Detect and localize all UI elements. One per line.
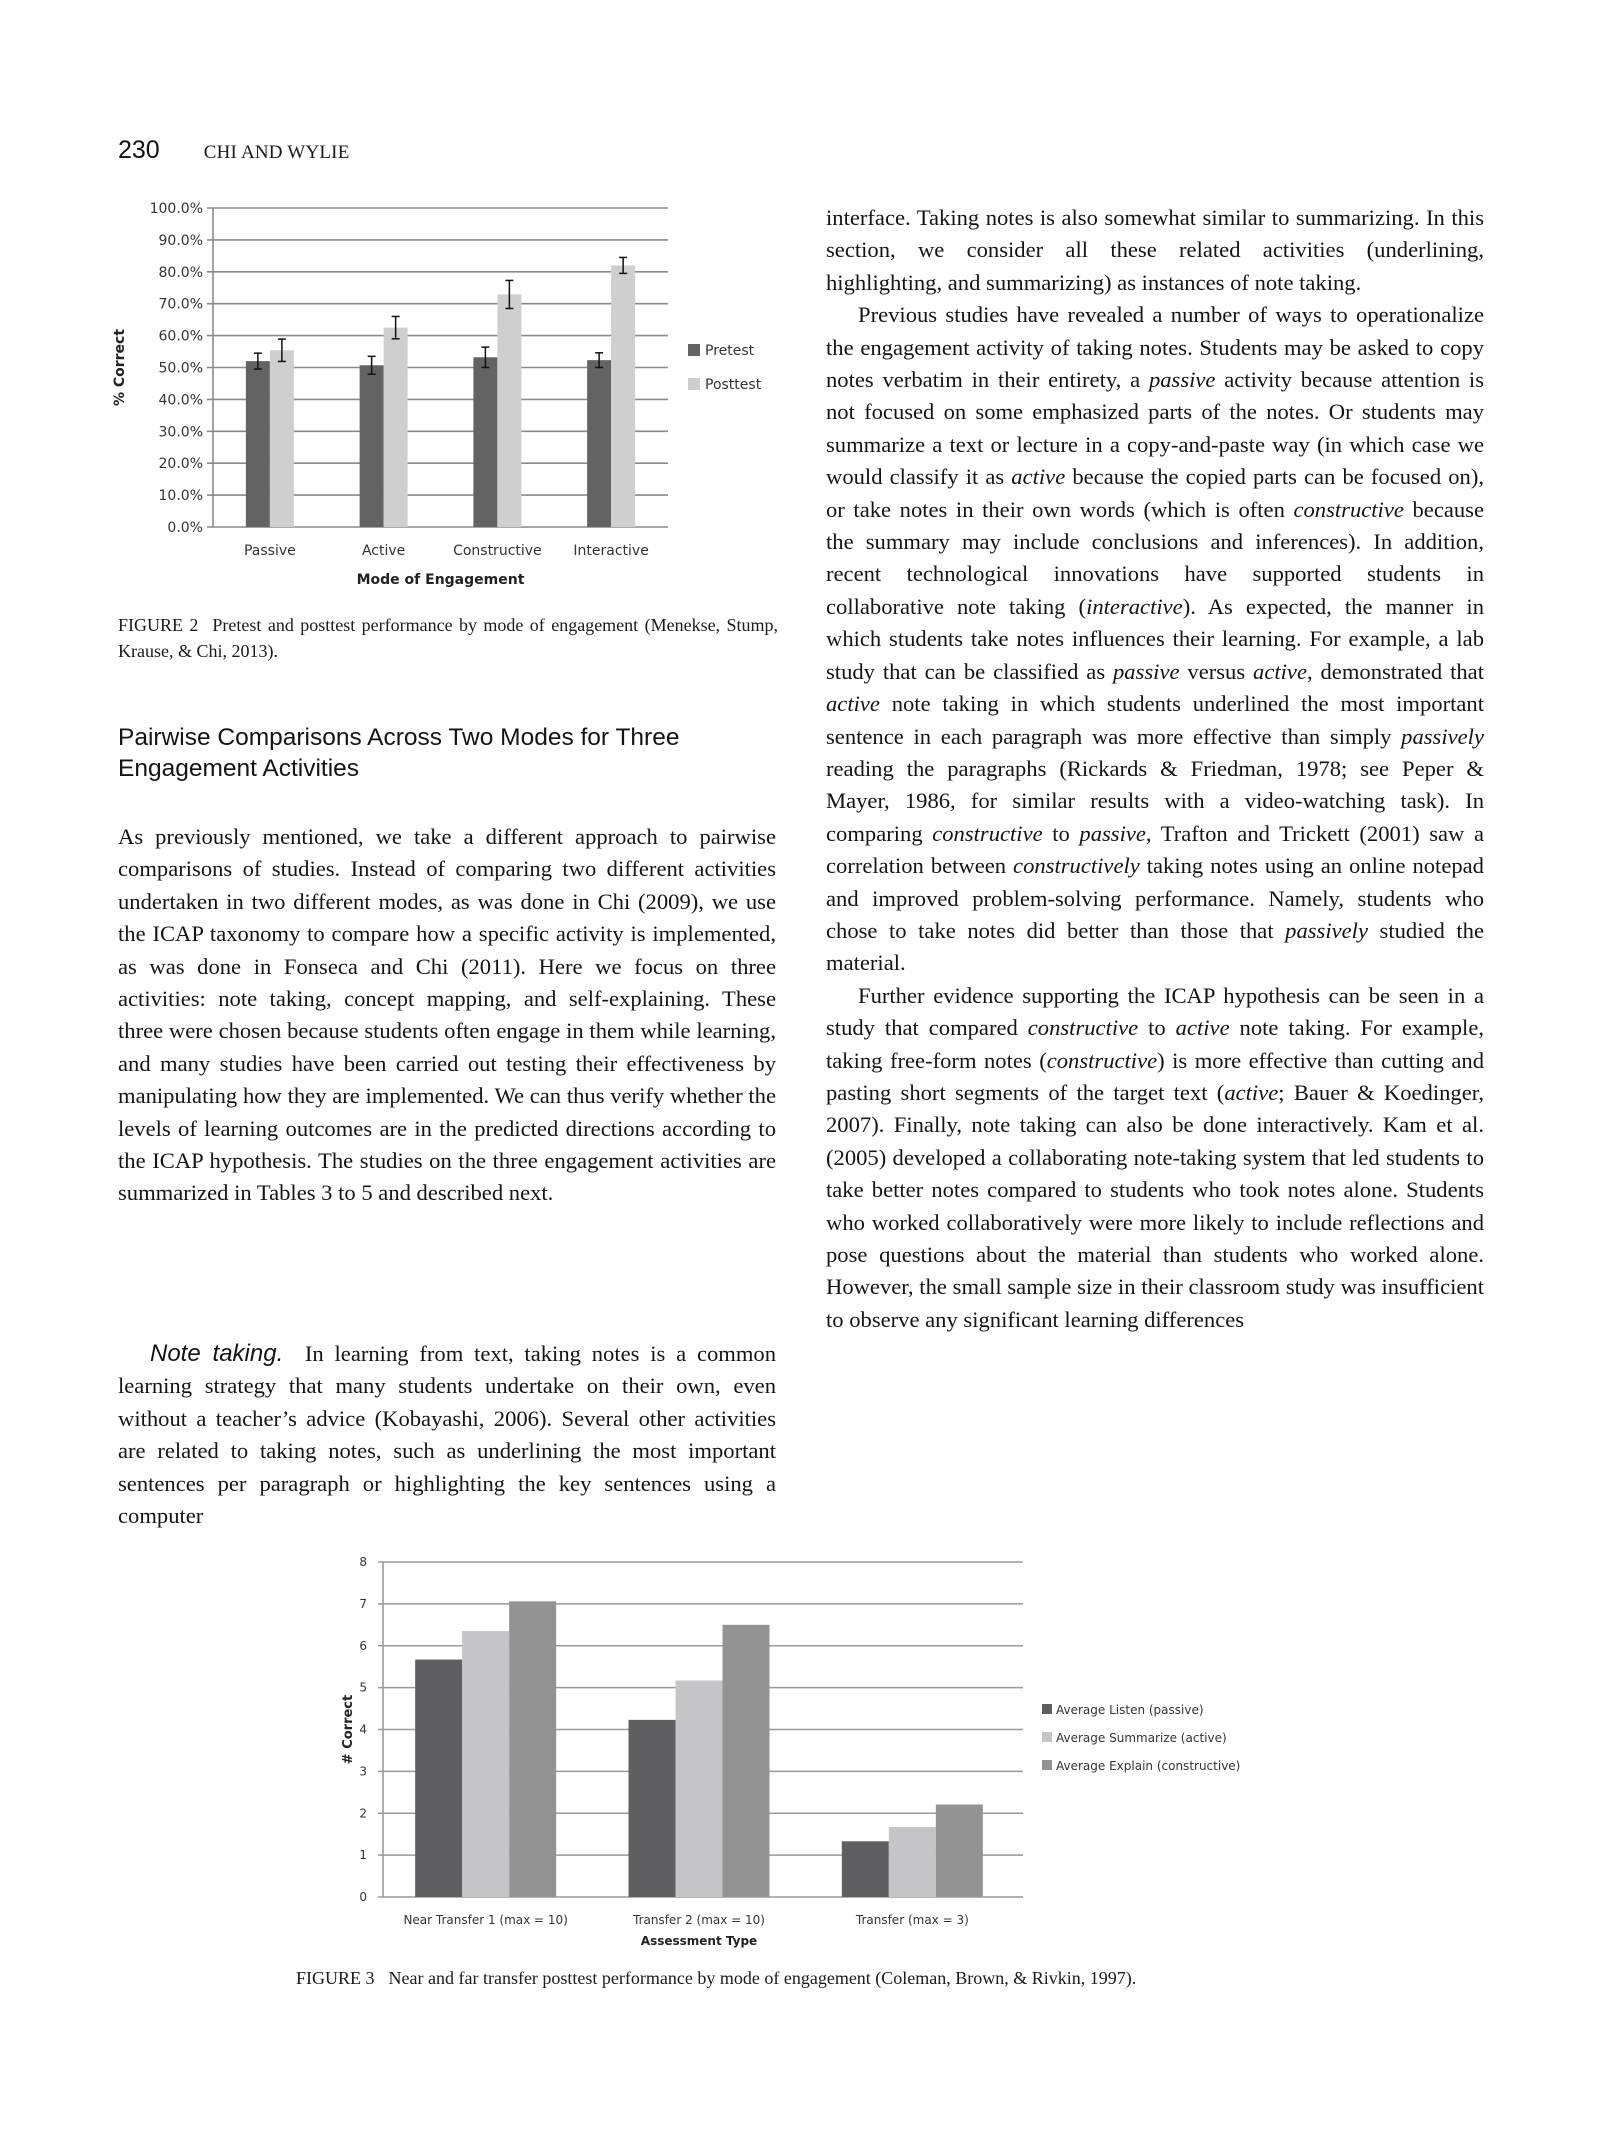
emphasized-term: active [1224,1079,1279,1105]
text-run: ). As expected, the manner in which students take notes influences their learning. For example, a lab study that can be classified as [826,593,1484,684]
legend-label: Average Summarize (active) [1056,1731,1227,1745]
y-tick-label: 60.0% [158,328,203,345]
y-tick-label: 1 [359,1848,367,1863]
y-tick-label: 40.0% [158,392,203,409]
intro-paragraph: As previously mentioned, we take a different approach to pairwise comparisons of studies. Instead of comparing two different activities undertaken in two different modes, as was done in Chi (2009), we use the ICAP taxonomy to compare how a specific activity is implemented, as was done in Fonseca and Chi (2011). Here we focus on three activities: note taking, concept mapping, and self-explaining. These three were chosen because students often engage in them while learning, and many studies have been carried out testing their effectiveness by manipulating how they are implemented. We can thus verify whether the levels of learning outcomes are in the predicted directions according to the ICAP hypothesis. The studies on the three engagement activities are summarized in Tables 3 to 5 and described next. [118,824,776,1206]
bar-series-1 [462,1631,509,1897]
y-tick-label: 10.0% [158,488,203,505]
note-taking-run-in-heading: Note taking. [150,1340,284,1367]
text-run: ; Bauer & Koedinger, 2007). Finally, note taking can also be done interactively. Kam et al. (2005) developed a collaborating note-taking system that led students to take better notes compared to students who took notes alone. Students who worked collaboratively were more likely to include reflections and pose questions about the material than students who worked alone. However, the small sample size in their classroom study was insufficient to observe any significant learning differences [826,1079,1484,1332]
emphasized-term: passively [1401,723,1484,749]
bar-series-2 [936,1804,983,1897]
y-tick-label: 80.0% [158,264,203,281]
figure-3-chart [330,1545,1330,1955]
figure-3-label: FIGURE 3 [296,1968,375,1988]
figure-3-caption [296,1965,1336,1991]
y-tick-label: 70.0% [158,296,203,313]
text-run: because the copied parts can be focused on), or take notes in their own words (which is often [826,464,1484,522]
legend-swatch [688,344,700,356]
figure-3-caption-text: Near and far transfer posttest performance by mode of engagement (Coleman, Brown, & Rivkin, 1997). [388,1968,1137,1988]
text-run: , demonstrated that [1306,658,1484,684]
x-tick-label: Interactive [573,543,649,559]
emphasized-term: passive [1079,820,1146,846]
figure-2-label: FIGURE 2 [118,615,199,635]
y-tick-label: 5 [359,1680,367,1695]
bar-pretest [587,360,611,527]
y-tick-label: 7 [359,1596,367,1611]
emphasized-term: passive [1113,658,1180,684]
emphasized-term: active [1011,464,1066,490]
text-run: because the summary may include conclusions and inferences). In addition, recent technological innovations have supported students in collaborative note taking ( [826,496,1484,619]
text-run: activity because attention is not focused on some emphasized parts of the notes. Or students may summarize a text or lecture in a copy-and-paste way (in which case we would classify it as [826,367,1484,490]
legend-swatch [1042,1704,1052,1714]
x-tick-label: Near Transfer 1 (max = 10) [403,1913,568,1927]
y-axis-label: # Correct [341,1694,356,1765]
emphasized-term: active [826,691,880,717]
legend-label: Average Explain (constructive) [1056,1759,1241,1773]
bar-series-1 [676,1681,723,1897]
y-tick-label: 20.0% [158,456,203,473]
emphasized-term: passive [1148,367,1216,393]
emphasized-term: interactive [1086,593,1183,619]
running-head [118,136,350,166]
x-tick-label: Transfer (max = 3) [855,1913,969,1927]
bar-series-0 [842,1841,889,1897]
text-run: versus [1179,658,1254,684]
y-tick-label: 90.0% [158,232,203,249]
emphasized-term: constructive [1293,496,1404,522]
emphasized-term: active [1253,658,1307,684]
left-column-note-taking [118,1338,776,1532]
right-paragraph-1: interface. Taking notes is also somewhat similar to summarizing. In this section, we consider all these related activities (underlining, highlighting, and summarizing) as instances of note taking. [826,205,1484,295]
legend-swatch [1042,1760,1052,1770]
emphasized-term: active [1175,1015,1230,1041]
bar-series-0 [415,1660,462,1897]
y-tick-label: 8 [359,1555,367,1569]
y-tick-label: 100.0% [149,201,203,217]
y-tick-label: 30.0% [158,424,203,441]
right-paragraph-2 [826,299,1484,980]
figure-2-chart [100,190,800,600]
right-paragraph-3 [826,980,1484,1336]
bar-series-0 [629,1720,676,1897]
text-run: taking notes using an online notepad and improved problem-solving performance. Namely, students who chose to take notes did better than those that [826,853,1484,943]
y-tick-label: 50.0% [158,360,203,377]
bar-series-2 [509,1601,556,1897]
emphasized-term: constructive [1027,1015,1139,1041]
emphasized-term: passively [1285,917,1368,943]
note-taking-paragraph [118,1338,776,1532]
note-taking-text: In learning from text, taking notes is a common learning strategy that many students undertake on their own, even without a teacher’s advice (Kobayashi, 2006). Several other activities are related to taking notes, such as underlining the most important sentences per paragraph or highlighting the key sentences using a computer [118,1341,777,1529]
emphasized-term: constructive [932,820,1043,846]
figure-2-caption-text: Pretest and posttest performance by mode of engagement (Menekse, Stump, Krause, & Chi, 2013). [118,615,778,661]
emphasized-term: constructive [1046,1047,1158,1073]
legend-label: Posttest [705,377,762,393]
page-number: 230 [118,136,160,164]
bar-pretest [473,357,497,527]
bar-pretest [360,365,384,527]
text-run: Previous studies have revealed a number of ways to operationalize the engagement activity of taking notes. Students may be asked to copy notes verbatim in their entirety, a [826,302,1484,393]
legend-swatch [1042,1732,1052,1742]
legend-label: Average Listen (passive) [1056,1703,1204,1717]
y-axis-label: % Correct [112,328,128,407]
legend-label: Pretest [705,343,755,359]
x-axis-label: Mode of Engagement [356,572,525,588]
left-column-intro [118,821,776,1210]
y-tick-label: 4 [359,1722,367,1737]
right-column [826,202,1484,1336]
x-tick-label: Transfer 2 (max = 10) [633,1913,765,1927]
bar-posttest [611,265,635,527]
y-tick-label: 2 [359,1806,367,1821]
text-run: to [1042,820,1080,846]
bar-pretest [246,361,270,527]
section-heading: Pairwise Comparisons Across Two Modes for Three Engagement Activities [118,724,680,782]
y-tick-label: 3 [359,1764,367,1779]
y-tick-label: 0.0% [167,520,203,536]
bar-posttest [384,328,408,527]
x-tick-label: Constructive [453,543,542,559]
text-run: note taking. For example, taking free-form notes ( [826,1015,1484,1073]
text-run: note taking in which students underlined the most important sentence in each paragraph was more effective than simply [826,691,1484,749]
x-tick-label: Active [361,543,406,559]
figure-2-caption [118,612,778,664]
bar-posttest [497,294,521,527]
y-tick-label: 0 [359,1890,367,1904]
running-title: CHI AND WYLIE [203,142,350,163]
text-run: Further evidence supporting the ICAP hypothesis can be seen in a study that compared [826,982,1484,1041]
bar-posttest [270,350,294,527]
text-run: ) is more effective than cutting and pasting short segments of the target text ( [826,1047,1484,1105]
y-tick-label: 6 [359,1638,367,1653]
text-run: studied the material. [826,917,1484,976]
text-run: reading the paragraphs (Rickards & Friedman, 1978; see Peper & Mayer, 1986, for similar results with a video-watching task). In comparing [826,755,1484,846]
emphasized-term: constructively [1013,853,1140,879]
text-run: , Trafton and Trickett (2001) saw a correlation between [826,820,1484,879]
bar-series-1 [889,1827,936,1897]
x-axis-label: Assessment Type [640,1934,758,1948]
text-run: to [1138,1015,1176,1041]
x-tick-label: Passive [243,543,296,559]
legend-swatch [688,378,700,390]
bar-series-2 [723,1625,770,1897]
